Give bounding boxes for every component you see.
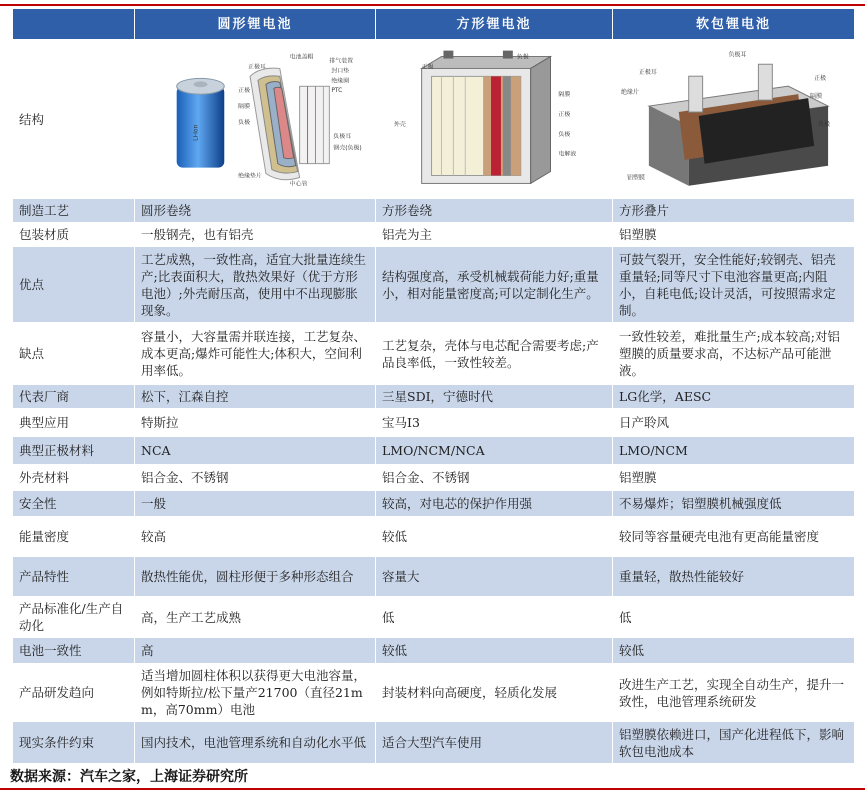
cell-cylindrical: 工艺成熟，一致性高，适宜大批量连续生产;比表面积大，散热效果好（优于方形电池）;外壳耐压高，使用中不出现膨胀现象。 [135,247,376,323]
cell-cylindrical: 一般 [135,491,376,517]
callout-label: 排气装置 [329,57,354,65]
cell-prismatic: 宝马I3 [376,409,613,437]
row-label: 产品研发趋向 [13,664,135,722]
cell-prismatic: 铝壳为主 [376,223,613,247]
cell-cylindrical: 铝合金、不锈钢 [135,465,376,491]
callout-label: 负极 [516,53,529,61]
cell-prismatic: 封装材料向高硬度，轻质化发展 [376,664,613,722]
cell-cylindrical: 松下，江森自控 [135,385,376,409]
callout-label: 正极耳 [248,63,266,71]
table-row [13,517,855,557]
row-label: 优点 [13,247,135,323]
row-label: 外壳材料 [13,465,135,491]
row-label: 代表厂商 [13,385,135,409]
callout-label: 钢壳(负极) [333,144,362,152]
structure-row [13,40,855,199]
row-label: 制造工艺 [13,199,135,223]
cell-pouch: 日产聆风 [613,409,855,437]
callout-label: 中心管 [289,180,308,188]
cell-pouch: 低 [613,597,855,638]
callout-label: 正极 [814,75,827,83]
cell-prismatic: 较高，对电芯的保护作用强 [376,491,613,517]
header-corner [13,9,135,40]
prismatic-diagram [376,40,613,199]
cell-cylindrical: 高 [135,638,376,664]
cell-prismatic: 工艺复杂，壳体与电芯配合需要考虑;产品良率低，一致性较差。 [376,323,613,385]
pouch-cell-illustration [619,46,848,192]
cell-pouch: 重量轻，散热性能较好 [613,557,855,597]
cell-prismatic: 容量大 [376,557,613,597]
callout-label: 电解液 [558,150,577,158]
callout-label: 电池盖帽 [289,53,314,61]
table-row [13,199,855,223]
table-row [13,437,855,465]
callout-label: 隔膜 [810,93,823,101]
cell-cylindrical: 一般钢壳，也有铝壳 [135,223,376,247]
svg-text:Li-ion: Li-ion [192,124,200,141]
table-row [13,638,855,664]
header-prismatic: 方形锂电池 [376,9,613,40]
callout-label: 正极 [238,87,251,95]
bottom-rule [0,788,865,790]
cell-cylindrical: 散热性能优，圆柱形便于多种形态组合 [135,557,376,597]
row-label: 电池一致性 [13,638,135,664]
cell-cylindrical: 特斯拉 [135,409,376,437]
row-label: 缺点 [13,323,135,385]
header-cylindrical: 圆形锂电池 [135,9,376,40]
cell-pouch: 改进生产工艺，实现全自动生产，提升一致性，电池管理系统研发 [613,664,855,722]
cell-pouch: 可鼓气裂开，安全性能好;较钢壳、铝壳重量轻;同等尺寸下电池容量更高;内阻小，自耗电低;设计灵活，可按照需求定制。 [613,247,855,323]
table-row [13,223,855,247]
cell-prismatic: 结构强度高，承受机械载荷能力好;重量小，相对能量密度高;可以定制化生产。 [376,247,613,323]
cell-pouch: 一致性较差，难批量生产;成本较高;对铝塑膜的质量要求高，不达标产品可能泄液。 [613,323,855,385]
table-row [13,323,855,385]
pouch-diagram [613,40,855,199]
row-label: 典型应用 [13,409,135,437]
cell-prismatic: 较低 [376,517,613,557]
header-row [13,9,855,40]
cell-cylindrical: 高，生产工艺成熟 [135,597,376,638]
cell-pouch: 铝塑膜 [613,223,855,247]
row-label: 包装材质 [13,223,135,247]
callout-label: 绝缘垫片 [238,172,262,180]
cylindrical-diagram [135,40,376,199]
callout-label: 负极 [818,120,831,128]
row-label: 现实条件约束 [13,722,135,764]
callout-label: 隔膜 [558,91,571,99]
table-row [13,597,855,638]
cell-pouch: LG化学，AESC [613,385,855,409]
cell-prismatic: 适合大型汽车使用 [376,722,613,764]
table-row [13,465,855,491]
table-row [13,722,855,764]
callout-label: 负极 [558,130,571,138]
row-label: 能量密度 [13,517,135,557]
callout-label: 负极耳 [333,132,352,140]
cell-cylindrical: 容量小，大容量需并联连接，工艺复杂、成本更高;爆炸可能性大;体积大，空间利用率低。 [135,323,376,385]
cell-cylindrical: 国内技术，电池管理系统和自动化水平低 [135,722,376,764]
top-rule [0,4,865,6]
table-row [13,409,855,437]
cell-prismatic: 低 [376,597,613,638]
cell-prismatic: 三星SDI，宁德时代 [376,385,613,409]
cell-pouch: LMO/NCM [613,437,855,465]
table-row [13,385,855,409]
callout-label: 外壳 [393,120,406,128]
cell-pouch: 铝塑膜依赖进口，国产化进程低下，影响软包电池成本 [613,722,855,764]
row-label: 产品标准化/生产自动化 [13,597,135,638]
table-row [13,491,855,517]
cell-pouch: 不易爆炸；铝塑膜机械强度低 [613,491,855,517]
row-label: 产品特性 [13,557,135,597]
table-row [13,557,855,597]
callout-label: 正极 [558,111,571,119]
callout-label: 铝塑膜 [626,174,645,182]
row-label: 典型正极材料 [13,437,135,465]
cell-pouch: 较同等容量硬壳电池有更高能量密度 [613,517,855,557]
callout-label: 负极 [238,118,251,126]
cell-prismatic: 方形卷绕 [376,199,613,223]
cell-prismatic: LMO/NCM/NCA [376,437,613,465]
cell-cylindrical: 适当增加圆柱体积以获得更大电池容量，例如特斯拉/松下量产21700（直径21mm，高70mm）电池 [135,664,376,722]
callout-label: PTC [331,87,343,95]
cell-pouch: 铝塑膜 [613,465,855,491]
callout-label: 绝缘圈 [331,77,350,85]
battery-comparison-table [12,8,855,764]
cell-pouch: 较低 [613,638,855,664]
table-row [13,247,855,323]
cell-cylindrical: 圆形卷绕 [135,199,376,223]
callout-label: 正极耳 [638,69,657,77]
callout-label: 正极 [421,63,434,71]
cell-prismatic: 铝合金、不锈钢 [376,465,613,491]
data-source-note: 数据来源：汽车之家，上海证券研究所 [10,769,248,785]
table-row [13,664,855,722]
cell-cylindrical: 较高 [135,517,376,557]
cell-cylindrical: NCA [135,437,376,465]
callout-label: 隔膜 [238,103,251,111]
header-pouch: 软包锂电池 [613,9,855,40]
callout-label: 封口垫 [331,67,350,75]
prismatic-cell-illustration [382,46,606,192]
row-label: 结构 [13,40,135,199]
cylindrical-cell-illustration [141,46,369,192]
callout-label: 绝缘片 [620,89,639,97]
callout-label: 负极耳 [728,51,747,59]
row-label: 安全性 [13,491,135,517]
cell-pouch: 方形叠片 [613,199,855,223]
cell-prismatic: 较低 [376,638,613,664]
